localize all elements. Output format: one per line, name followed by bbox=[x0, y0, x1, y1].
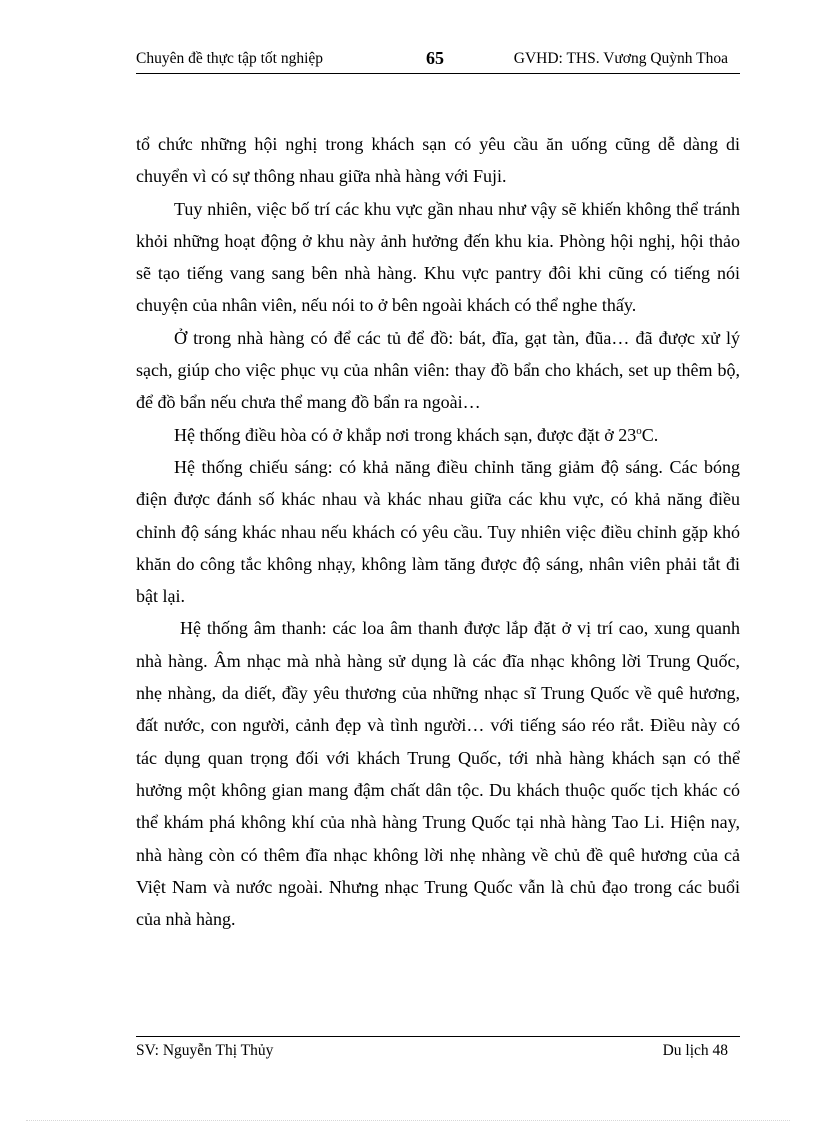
page-number: 65 bbox=[426, 48, 444, 68]
header-divider bbox=[136, 73, 740, 74]
footer-divider bbox=[136, 1036, 740, 1037]
degree-mark: o bbox=[636, 424, 642, 437]
page-bottom-edge bbox=[26, 1120, 790, 1121]
class-name: Du lịch 48 bbox=[662, 1042, 728, 1059]
paragraph-continuation: tổ chức những hội nghị trong khách sạn có yêu cầu ăn uống cũng dễ dàng di chuyển vì có sự thông nhau giữa nhà hàng với Fuji. bbox=[136, 134, 740, 187]
paragraph-air-conditioning bbox=[136, 419, 740, 451]
advisor-name: GVHD: THS. Vương Quỳnh Thoa bbox=[513, 50, 728, 67]
student-name: SV: Nguyễn Thị Thủy bbox=[136, 1042, 274, 1059]
document-body bbox=[136, 128, 740, 935]
paragraph-lighting: Hệ thống chiếu sáng: có khả năng điều chỉnh tăng giảm độ sáng. Các bóng điện được đánh số khác nhau và khác nhau giữa các khu vực, có khả năng điều chỉnh độ sáng khác nhau nếu khách có yêu cầu. Tuy nhiên việc điều chỉnh gặp khó khăn do công tắc không nhạy, không làm tăng được độ sáng, nhân viên phải tắt đi bật lại. bbox=[136, 456, 740, 607]
temperature-unit: C. bbox=[641, 424, 659, 445]
paragraph-layout-issues: Tuy nhiên, việc bố trí các khu vực gần nhau như vậy sẽ khiến không thể tránh khỏi những hoạt động ở khu này ảnh hưởng đến khu kia. Phòng hội nghị, hội thảo sẽ tạo tiếng vang sang bên nhà hàng. Khu vực pantry đôi khi cũng có tiếng nói chuyện của nhân viên, nếu nói to ở bên ngoài khách có thể nghe thấy. bbox=[136, 198, 740, 316]
air-conditioning-text: Hệ thống điều hòa có ở khắp nơi trong khách sạn, được đặt ở 23 bbox=[174, 424, 637, 445]
paragraph-cabinets: Ở trong nhà hàng có để các tủ để đồ: bát, đĩa, gạt tàn, đũa… đã được xử lý sạch, giúp cho việc phục vụ của nhân viên: thay đồ bẩn cho khách, set up thêm bộ, để đồ bẩn nếu chưa thể mang đồ bẩn ra ngoài… bbox=[136, 327, 740, 413]
page-footer bbox=[136, 1036, 740, 1066]
paragraph-sound-system: Hệ thống âm thanh: các loa âm thanh được lắp đặt ở vị trí cao, xung quanh nhà hàng. Âm nhạc mà nhà hàng sử dụng là các đĩa nhạc không lời Trung Quốc, nhẹ nhàng, da diết, đầy yêu thương của những nhạc sĩ Trung Quốc về quê hương, đất nước, con người, cảnh đẹp và tình người… với tiếng sáo réo rắt. Điều này có tác dụng quan trọng đối với khách Trung Quốc, tới nhà hàng khách sạn có thể hưởng một không gian mang đậm chất dân tộc. Du khách thuộc quốc tịch khác có thể khám phá không khí của nhà hàng Trung Quốc tại nhà hàng Tao Li. Hiện nay, nhà hàng còn có thêm đĩa nhạc không lời nhẹ nhàng về chủ đề quê hương của cả Việt Nam và nước ngoài. Nhưng nhạc Trung Quốc vẫn là chủ đạo trong các buổi của nhà hàng. bbox=[136, 618, 740, 930]
document-title: Chuyên đề thực tập tốt nghiệp bbox=[136, 50, 324, 67]
page-header bbox=[136, 46, 740, 74]
